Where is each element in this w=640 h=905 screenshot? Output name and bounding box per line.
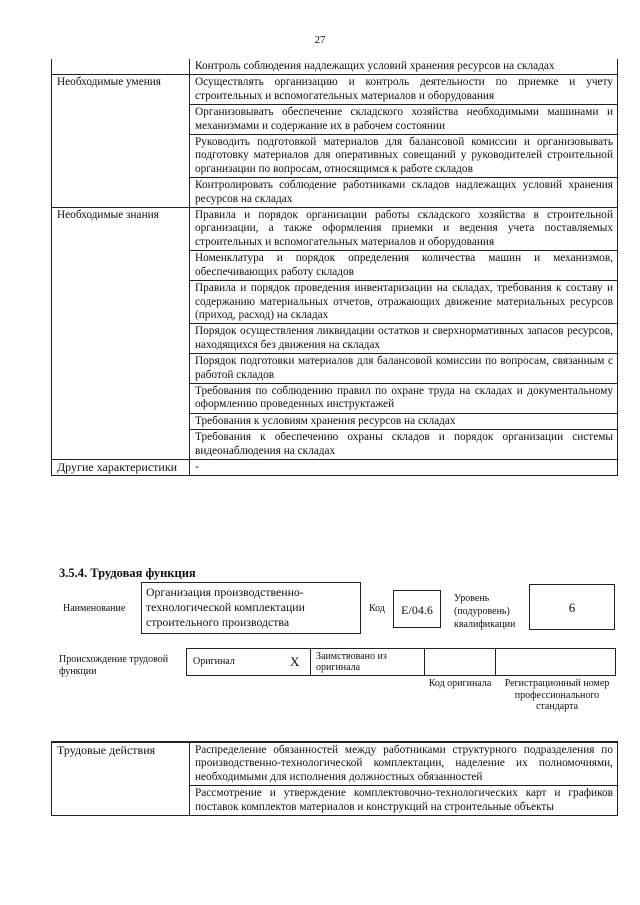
table-cell: Порядок осуществления ликвидации остатков и сверхнормативных запасов ресурсов, находящихся без движения на складах: [190, 324, 618, 354]
name-label: Наименование: [63, 603, 126, 614]
code-label: Код: [369, 603, 385, 614]
empty-label-cell: [52, 59, 190, 75]
table-row: [52, 742, 618, 786]
skills-label: Необходимые умения: [52, 75, 190, 208]
table-cell: Порядок подготовки материалов для балансовой комиссии по вопросам, связанным с работой складов: [190, 354, 618, 384]
table-cell: Требования к условиям хранения ресурсов на складах: [190, 413, 618, 429]
code-caption: Код оригинала: [428, 678, 492, 689]
labor-actions-table: [51, 741, 618, 816]
origin-label: Происхождение трудовой функции: [59, 654, 169, 677]
table-cell: -: [190, 459, 618, 475]
original-label: Оригинал: [193, 656, 235, 667]
level-label: Уровень (подуровень) квалификации: [454, 593, 516, 630]
function-name: Организация производственно-технологической комплектации строительного производства: [146, 585, 305, 629]
other-label: Другие характеристики: [52, 459, 190, 475]
section-title: 3.5.4. Трудовая функция: [59, 566, 196, 580]
knowledge-label: Необходимые знания: [52, 208, 190, 460]
page-number: 27: [314, 34, 326, 46]
table-cell: Руководить подготовкой материалов для балансовой комиссии и организовывать подготовку материалов для оперативных совещаний у руководителей строительной организации по вопросам, относящимся к работе складов: [190, 135, 618, 178]
origin-divider: [310, 648, 311, 676]
skills-knowledge-table: [51, 59, 618, 476]
table-cell: Правила и порядок проведения инвентаризации на складах, требования к составу и содержанию материальных отчетов, отражающих движение материальных ресурсов (приход, расход) на складах: [190, 281, 618, 324]
table-cell: Правила и порядок организации работы складского хозяйства в строительной организации, а также оформления приемки и ведения учета поставляемых строительных и вспомогательных материалов и оборудования: [190, 208, 618, 251]
labor-actions-label: Трудовые действия: [52, 742, 190, 816]
table-cell: Организовывать обеспечение складского хозяйства необходимыми машинами и механизмами и содержание их в рабочем состоянии: [190, 105, 618, 135]
table-cell: Распределение обязанностей между работниками структурного подразделения по производственно-технологической комплектации, наделение их полномочиями, необходимыми для исполнения должностных обязанностей: [190, 742, 618, 786]
table-cell: Требования по соблюдению правил по охране труда на складах и документальному оформлению проведенных инструктажей: [190, 383, 618, 413]
table-cell: Контроль соблюдения надлежащих условий хранения ресурсов на складах: [190, 59, 618, 75]
table-row: [52, 208, 618, 251]
table-cell: Контролировать соблюдение работниками складов надлежащих условий хранения ресурсов на складах: [190, 178, 618, 208]
function-code: E/04.6: [401, 603, 433, 617]
level-value: 6: [568, 600, 576, 615]
table-row: [52, 459, 618, 475]
table-cell: Требования к обеспечению охраны складов и порядок организации системы видеонаблюдения на складах: [190, 430, 618, 460]
table-cell: Рассмотрение и утверждение комплектовочно-технологических карт и графиков поставок комплектов материалов и конструкций на строительные объекты: [190, 786, 618, 816]
borrowed-label: Заимствовано из оригинала: [316, 651, 387, 673]
table-cell: Осуществлять организацию и контроль деятельности по приемке и учету строительных и вспомогательных материалов и оборудования: [190, 75, 618, 105]
reg-caption: Регистрационный номер профессионального стандарта: [504, 678, 610, 712]
table-row: [52, 75, 618, 105]
origin-divider: [495, 648, 496, 676]
table-row: [52, 59, 618, 75]
origin-divider: [424, 648, 425, 676]
original-mark: X: [290, 654, 300, 669]
table-cell: Номенклатура и порядок определения количества машин и механизмов, обеспечивающих работу складов: [190, 251, 618, 281]
